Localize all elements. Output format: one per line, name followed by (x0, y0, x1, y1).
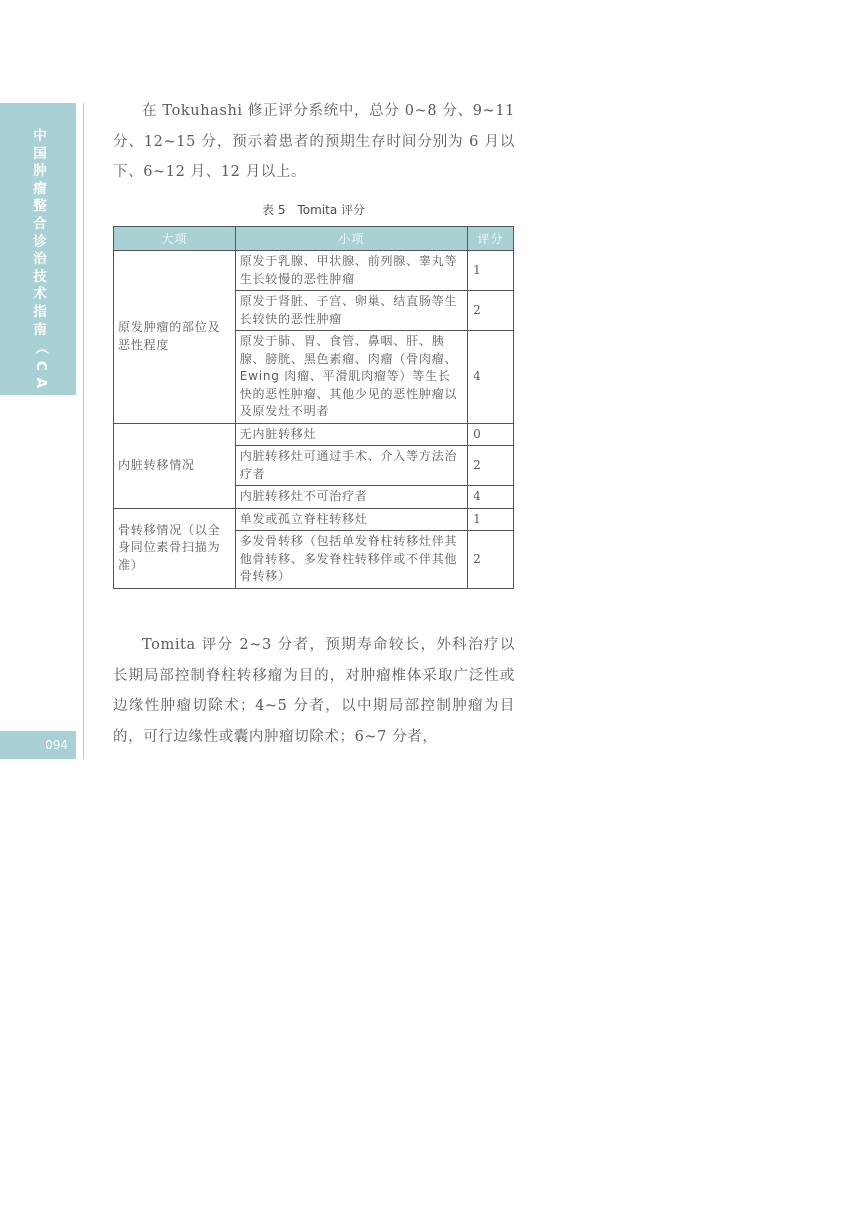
item-cell: 单发或孤立脊柱转移灶 (235, 508, 467, 531)
item-cell: 多发骨转移（包括单发脊柱转移灶伴其他骨转移、多发脊柱转移伴或不伴其他骨转移） (235, 531, 467, 589)
score-cell: 0 (468, 423, 514, 446)
table-caption-number: 表 5 (262, 203, 286, 217)
book-title-char: 治 (33, 251, 47, 268)
table-caption (113, 201, 514, 218)
header-category: 大项 (114, 227, 236, 251)
header-item: 小项 (235, 227, 467, 251)
score-cell: 2 (468, 446, 514, 486)
book-title-char: 诊 (33, 233, 47, 250)
book-title-char: 肿 (33, 163, 47, 180)
item-cell: 原发于乳腺、甲状腺、前列腺、睾丸等生长较慢的恶性肿瘤 (235, 251, 467, 291)
category-cell: 内脏转移情况 (114, 423, 236, 508)
category-cell: 骨转移情况（以全身同位素骨扫描为准） (114, 508, 236, 588)
table-row (114, 508, 514, 531)
item-cell: 原发于肺、胃、食管、鼻咽、肝、胰腺、膀胱、黑色素瘤、肉瘤（骨肉瘤、Ewing 肉瘤、平滑肌肉瘤等）等生长快的恶性肿瘤、其他少见的恶性肿瘤以及原发灶不明者 (235, 331, 467, 424)
item-cell: 原发于肾脏、子宫、卵巢、结直肠等生长较快的恶性肿瘤 (235, 291, 467, 331)
book-title-char: 南 (33, 321, 47, 338)
tomita-score-table (113, 226, 514, 589)
header-score: 评分 (468, 227, 514, 251)
score-cell: 4 (468, 331, 514, 424)
body-paragraph-tomita: Tomita 评分 2~3 分者，预期寿命较长，外科治疗以长期局部控制脊柱转移瘤为目的，对肿瘤椎体采取广泛性或边缘性肿瘤切除术；4~5 分者，以中期局部控制肿瘤为目的，可行边缘性或囊内肿瘤切除术；6~7 分者， (113, 637, 515, 745)
book-title-char: ） (32, 429, 49, 443)
item-cell: 无内脏转移灶 (235, 423, 467, 446)
book-title-vertical (30, 128, 50, 445)
book-title-char: （ (32, 341, 49, 355)
item-cell: 内脏转移灶可通过手术、介入等方法治疗者 (235, 446, 467, 486)
book-title-char: C (32, 360, 49, 371)
score-cell: 1 (468, 251, 514, 291)
margin-divider (83, 103, 84, 759)
book-title-char: A (32, 377, 49, 389)
book-title-char: 术 (33, 286, 47, 303)
book-title-char: 合 (33, 215, 47, 232)
score-cell: 2 (468, 531, 514, 589)
book-title-char: 瘤 (33, 180, 47, 197)
table-header-row (114, 227, 514, 251)
score-cell: 1 (468, 508, 514, 531)
table-caption-title: Tomita 评分 (297, 203, 365, 217)
table-row (114, 423, 514, 446)
book-title-char: 中 (33, 128, 47, 144)
score-cell: 2 (468, 291, 514, 331)
page-number: 094 (45, 738, 68, 752)
body-paragraph-tokuhashi: 在 Tokuhashi 修正评分系统中，总分 0~8 分、9~11 分、12~15 分，预示着患者的预期生存时间分别为 6 月以下、6~12 月、12 月以上。 (113, 103, 515, 180)
book-title-char: C (32, 395, 49, 406)
book-title-char: 技 (33, 268, 47, 285)
book-title-char: 国 (33, 145, 47, 162)
book-title-char: A (32, 413, 49, 424)
book-title-char: 整 (33, 198, 47, 215)
table-row (114, 251, 514, 291)
item-cell: 内脏转移灶不可治疗者 (235, 486, 467, 509)
score-cell: 4 (468, 486, 514, 509)
book-title-char: 指 (33, 303, 47, 320)
category-cell: 原发肿瘤的部位及恶性程度 (114, 251, 236, 424)
